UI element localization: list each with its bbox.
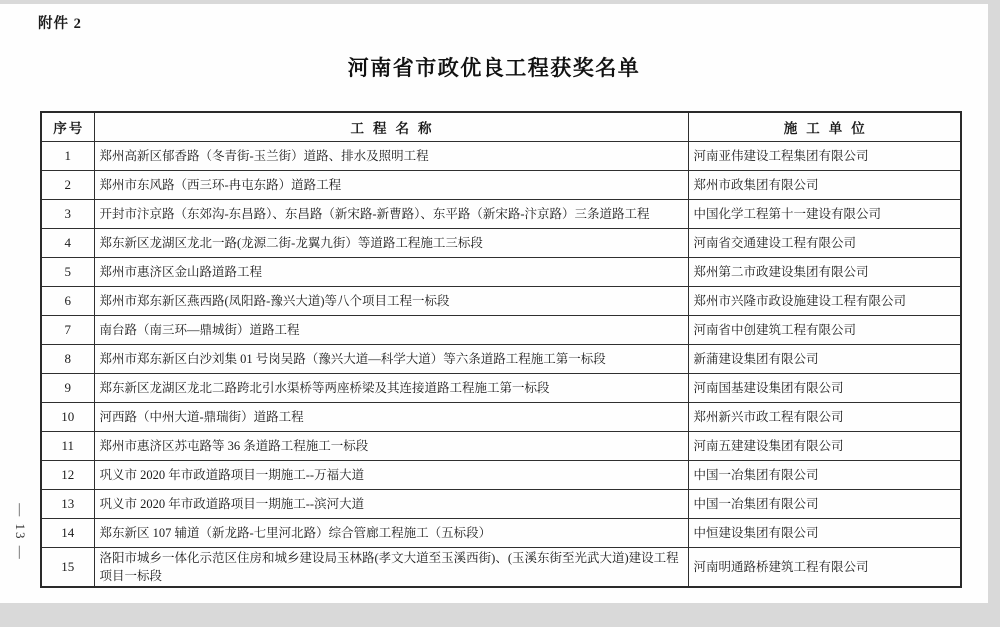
row-serial-number: 4 — [41, 229, 94, 258]
table-row — [41, 374, 961, 403]
row-company-name: 河南省中创建筑工程有限公司 — [688, 316, 961, 345]
document-page — [0, 4, 988, 603]
row-company-name: 郑州新兴市政工程有限公司 — [688, 403, 961, 432]
table-body — [41, 142, 961, 588]
row-serial-number: 6 — [41, 287, 94, 316]
row-project-name: 南台路（南三环—鼎城街）道路工程 — [94, 316, 688, 345]
table-row — [41, 287, 961, 316]
row-company-name: 河南亚伟建设工程集团有限公司 — [688, 142, 961, 171]
row-company-name: 中国一冶集团有限公司 — [688, 490, 961, 519]
row-project-name: 开封市汴京路（东郊沟-东昌路）、东昌路（新宋路-新曹路）、东平路（新宋路-汴京路）三条道路工程 — [94, 200, 688, 229]
row-serial-number: 9 — [41, 374, 94, 403]
row-project-name: 郑东新区 107 辅道（新龙路-七里河北路）综合管廊工程施工（五标段） — [94, 519, 688, 548]
row-project-name: 郑州市郑东新区白沙刘集 01 号岗吴路（豫兴大道—科学大道）等六条道路工程施工第一标段 — [94, 345, 688, 374]
row-serial-number: 5 — [41, 258, 94, 287]
table-header-row — [41, 112, 961, 142]
table-row — [41, 142, 961, 171]
row-serial-number: 13 — [41, 490, 94, 519]
table-row — [41, 258, 961, 287]
row-company-name: 河南五建建设集团有限公司 — [688, 432, 961, 461]
row-serial-number: 11 — [41, 432, 94, 461]
row-project-name: 郑东新区龙湖区龙北一路(龙源二街-龙翼九街）等道路工程施工三标段 — [94, 229, 688, 258]
row-serial-number: 3 — [41, 200, 94, 229]
table-row — [41, 548, 961, 588]
table-row — [41, 200, 961, 229]
row-company-name: 河南国基建设集团有限公司 — [688, 374, 961, 403]
row-project-name: 郑州市郑东新区燕西路(凤阳路-豫兴大道)等八个项目工程一标段 — [94, 287, 688, 316]
table-row — [41, 461, 961, 490]
row-project-name: 郑州高新区郁香路（冬青街-玉兰街）道路、排水及照明工程 — [94, 142, 688, 171]
row-serial-number: 14 — [41, 519, 94, 548]
row-company-name: 中恒建设集团有限公司 — [688, 519, 961, 548]
row-serial-number: 12 — [41, 461, 94, 490]
row-company-name: 郑州第二市政建设集团有限公司 — [688, 258, 961, 287]
row-serial-number: 1 — [41, 142, 94, 171]
table-row — [41, 171, 961, 200]
table-row — [41, 432, 961, 461]
row-company-name: 河南明通路桥建筑工程有限公司 — [688, 548, 961, 588]
row-project-name: 郑东新区龙湖区龙北二路跨北引水渠桥等两座桥梁及其连接道路工程施工第一标段 — [94, 374, 688, 403]
header-construction-unit: 施工单位 — [688, 112, 961, 142]
row-company-name: 中国化学工程第十一建设有限公司 — [688, 200, 961, 229]
table-row — [41, 490, 961, 519]
awards-table — [40, 111, 962, 588]
row-serial-number: 15 — [41, 548, 94, 588]
table-row — [41, 519, 961, 548]
row-serial-number: 2 — [41, 171, 94, 200]
row-company-name: 郑州市兴隆市政设施建设工程有限公司 — [688, 287, 961, 316]
table-row — [41, 403, 961, 432]
row-company-name: 河南省交通建设工程有限公司 — [688, 229, 961, 258]
table-row — [41, 316, 961, 345]
row-project-name: 郑州市东风路（西三环-冉屯东路）道路工程 — [94, 171, 688, 200]
row-project-name: 洛阳市城乡一体化示范区住房和城乡建设局玉林路(孝文大道至玉溪西街)、(玉溪东街至光武大道)建设工程项目一标段 — [94, 548, 688, 588]
table-row — [41, 229, 961, 258]
attachment-label: 附件 2 — [38, 16, 82, 32]
row-serial-number: 8 — [41, 345, 94, 374]
row-company-name: 中国一冶集团有限公司 — [688, 461, 961, 490]
row-serial-number: 10 — [41, 403, 94, 432]
header-serial-number: 序号 — [41, 112, 94, 142]
row-company-name: 新蒲建设集团有限公司 — [688, 345, 961, 374]
row-company-name: 郑州市政集团有限公司 — [688, 171, 961, 200]
header-project-name: 工程名称 — [94, 112, 688, 142]
row-project-name: 郑州市惠济区苏屯路等 36 条道路工程施工一标段 — [94, 432, 688, 461]
row-project-name: 巩义市 2020 年市政道路项目一期施工--万福大道 — [94, 461, 688, 490]
row-project-name: 郑州市惠济区金山路道路工程 — [94, 258, 688, 287]
row-project-name: 河西路（中州大道-鼎瑞街）道路工程 — [94, 403, 688, 432]
page-number: — 13 — — [13, 503, 28, 561]
page-title: 河南省市政优良工程获奖名单 — [347, 56, 641, 80]
table-row — [41, 345, 961, 374]
row-project-name: 巩义市 2020 年市政道路项目一期施工--滨河大道 — [94, 490, 688, 519]
row-serial-number: 7 — [41, 316, 94, 345]
